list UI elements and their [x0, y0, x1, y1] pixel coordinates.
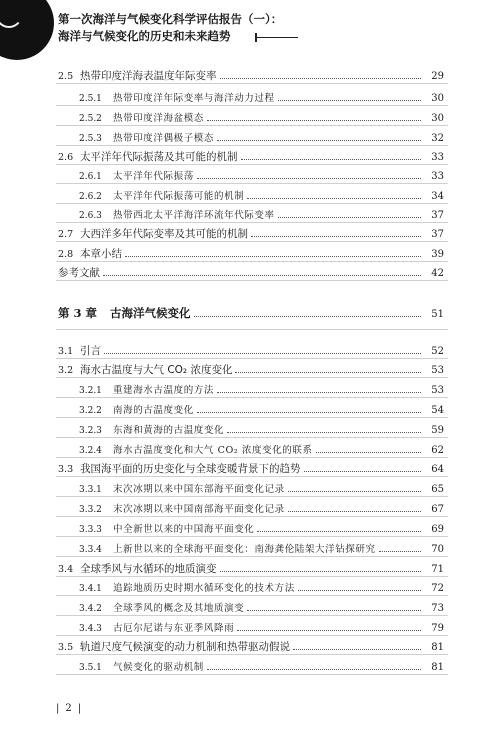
toc-entry-title: 南海的古温度变化: [113, 405, 194, 416]
toc-leader-dots: [257, 531, 421, 532]
toc-chapter[interactable]: [58, 305, 444, 321]
toc-page-number: 53: [431, 385, 444, 396]
toc-entry-title: 古厄尔尼诺与东亚季风降雨: [113, 623, 235, 634]
toc-entry[interactable]: [58, 246, 444, 261]
toc-leader-dots: [194, 316, 422, 317]
toc-entry-title: 全球季风与水循环的地质演变: [80, 563, 217, 575]
toc-entry-number: 3.3.1: [79, 485, 102, 495]
toc-separator: [56, 457, 448, 458]
toc-entry[interactable]: [79, 580, 444, 594]
toc-page-number: 37: [431, 210, 444, 221]
toc-separator: [56, 125, 448, 126]
toc-entry-number: 3.2.4: [79, 446, 102, 456]
toc-entry-number: 3.5: [58, 642, 74, 653]
toc-entry[interactable]: [79, 130, 444, 144]
toc-entry[interactable]: [58, 149, 444, 164]
toc-entry-title: 热带西北太平洋海洋环流年代际变率: [113, 210, 275, 221]
toc-entry-title: 中全新世以来的中国海平面变化: [113, 524, 255, 535]
toc-page-number: 54: [431, 405, 444, 416]
toc-separator: [56, 674, 448, 675]
toc-separator: [56, 105, 448, 106]
logo-ring-icon: [0, 0, 24, 28]
toc-page-number: 30: [431, 93, 444, 104]
toc-leader-dots: [379, 551, 421, 552]
toc-separator: [56, 556, 448, 557]
toc-page-number: 81: [431, 642, 444, 653]
toc-entry-title: 热带印度洋偶极子模态: [113, 133, 215, 144]
toc-separator: [56, 280, 448, 281]
toc-separator: [56, 261, 448, 262]
toc-leader-dots: [278, 217, 421, 218]
toc-page-number: 37: [431, 229, 444, 240]
toc-entry-title: 海水古温度与大气 CO₂ 浓度变化: [80, 364, 233, 376]
footer-bracket-right: |: [77, 703, 82, 714]
toc-separator: [56, 329, 448, 330]
toc-entry-title: 热带印度洋海表温度年际变率: [80, 70, 217, 82]
toc-entry[interactable]: [79, 521, 444, 535]
toc-leader-dots: [288, 491, 421, 492]
toc-separator: [56, 516, 448, 517]
toc-entry[interactable]: [79, 659, 444, 673]
page-number: 2: [65, 703, 72, 714]
toc-leader-dots: [197, 178, 421, 179]
toc-page-number: 29: [431, 71, 444, 82]
toc-entry-title: 轨道尺度气候演变的动力机制和热带驱动假说: [80, 641, 290, 653]
toc-leader-dots: [247, 610, 421, 611]
toc-entry[interactable]: [79, 600, 444, 614]
toc-leader-dots: [103, 275, 421, 276]
toc-leader-dots: [235, 372, 421, 373]
toc-page-number: 34: [431, 191, 444, 202]
toc-entry-title: 气候变化的驱动机制: [113, 662, 204, 673]
toc-entry-title: 太平洋年代际振荡: [113, 171, 194, 182]
toc-entry-title: 末次冰期以来中国南部海平面变化记录: [113, 504, 285, 515]
toc-separator: [56, 635, 448, 636]
toc-separator: [56, 437, 448, 438]
toc-entry-number: 3.4.2: [79, 604, 102, 614]
toc-page-number: 67: [431, 504, 444, 515]
toc-entry[interactable]: [79, 90, 444, 104]
toc-leader-dots: [304, 471, 422, 472]
toc-entry-number: 3.4.1: [79, 584, 102, 594]
toc-leader-dots: [104, 353, 421, 354]
toc-page-number: 71: [431, 564, 444, 575]
toc-entry-number: 3.1: [58, 346, 74, 357]
toc-leader-dots: [241, 159, 422, 160]
toc-page-number: 42: [431, 268, 444, 279]
toc-page-number: 79: [431, 623, 444, 634]
toc-entry[interactable]: [79, 110, 444, 124]
report-logo: [0, 0, 54, 60]
toc-separator: [56, 476, 448, 477]
footer-bracket-left: |: [56, 703, 60, 714]
toc-separator: [56, 358, 448, 359]
toc-leader-dots: [207, 120, 421, 121]
toc-separator: [56, 183, 448, 184]
toc-leader-dots: [125, 256, 421, 257]
toc-entry[interactable]: [79, 422, 444, 436]
running-header: [0, 0, 500, 64]
toc-leader-dots: [207, 669, 421, 670]
toc-leader-dots: [247, 198, 421, 199]
toc-separator: [56, 164, 448, 165]
toc-entry-number: 3.3.4: [79, 545, 102, 555]
toc-entry-number: 3.2.1: [79, 386, 102, 396]
toc-separator: [56, 377, 448, 378]
toc-entry-title: 太平洋年代际振荡及其可能的机制: [80, 151, 238, 163]
toc-page-number: 65: [431, 484, 444, 495]
toc-entry-number: 3.2: [58, 365, 74, 376]
toc-leader-dots: [298, 590, 421, 591]
toc-entry-number: 2.6.3: [79, 211, 102, 221]
toc-leader-dots: [217, 392, 421, 393]
toc-page-number: 51: [431, 309, 444, 320]
page-footer: [56, 703, 81, 714]
toc-entry-number: 2.5.2: [79, 114, 102, 124]
toc-page-number: 52: [431, 346, 444, 357]
toc-entry-number: 2.5.3: [79, 134, 102, 144]
toc-entry-title: 大西洋多年代际变率及其可能的机制: [80, 228, 248, 240]
toc-page-number: 81: [431, 662, 444, 673]
toc-entry-number: 2.5: [58, 71, 74, 82]
toc-entry-title: 参考文献: [58, 267, 100, 279]
toc-page-number: 73: [431, 603, 444, 614]
toc-entry[interactable]: [58, 561, 444, 576]
toc-page-number: 30: [431, 113, 444, 124]
toc-entry-title: 末次冰期以来中国东部海平面变化记录: [113, 484, 285, 495]
toc-entry-number: 3.3.2: [79, 505, 102, 515]
header-series-title: 第一次海洋与气候变化科学评估报告（一）：: [58, 12, 283, 26]
toc-leader-dots: [237, 630, 421, 631]
toc-entry-title: 太平洋年代际振荡可能的机制: [113, 191, 245, 202]
header-rule: [256, 37, 298, 38]
toc-separator: [56, 615, 448, 616]
toc-entry-number: 2.6.1: [79, 172, 102, 182]
toc-entry-title: 海水古温度变化和大气 CO₂ 浓度变化的联系: [113, 445, 313, 456]
toc-separator: [56, 417, 448, 418]
toc-entry[interactable]: [58, 362, 444, 377]
toc-entry-title: 全球季风的概念及其地质演变: [113, 603, 245, 614]
toc-entry-number: 3.3.3: [79, 525, 102, 535]
toc-page-number: 33: [431, 171, 444, 182]
toc-leader-dots: [278, 100, 421, 101]
toc-entry-number: 2.6: [58, 152, 74, 163]
toc-entry[interactable]: [58, 639, 444, 654]
toc-entry[interactable]: [79, 501, 444, 515]
toc-leader-dots: [316, 452, 421, 453]
toc-page-number: 69: [431, 524, 444, 535]
toc-page-number: 33: [431, 152, 444, 163]
toc-leader-dots: [288, 511, 421, 512]
toc-entry-title: 重建海水古温度的方法: [113, 385, 215, 396]
toc-entry[interactable]: [79, 207, 444, 221]
toc-entry-title: 本章小结: [80, 248, 122, 260]
toc-separator: [56, 496, 448, 497]
toc-leader-dots: [197, 412, 421, 413]
toc-entry-number: 3.5.1: [79, 663, 102, 673]
toc-entry-title: 东海和黄海的古温度变化: [113, 425, 225, 436]
toc-entry[interactable]: [79, 481, 444, 495]
toc-separator: [56, 241, 448, 242]
toc-entry-title: 我国海平面的历史变化与全球变暖背景下的趋势: [80, 463, 301, 475]
toc-separator: [56, 83, 448, 84]
toc-entry[interactable]: [58, 68, 444, 83]
toc-page-number: 62: [431, 445, 444, 456]
toc-separator: [56, 145, 448, 146]
toc-page-number: 53: [431, 365, 444, 376]
toc-entry-title: 引言: [80, 345, 101, 357]
toc-separator: [56, 203, 448, 204]
toc-entry-number: 第 3 章: [58, 306, 98, 320]
toc-entry[interactable]: [79, 382, 444, 396]
toc-page-number: 39: [431, 249, 444, 260]
toc-entry-number: 3.4: [58, 564, 74, 575]
toc-leader-dots: [227, 432, 421, 433]
toc-entry-number: 2.6.2: [79, 192, 102, 202]
toc-entry-title: 热带印度洋年际变率与海洋动力过程: [113, 93, 275, 104]
toc-entry-title: 上新世以来的全球海平面变化：南海龚伦陆架大洋钻探研究: [113, 544, 376, 555]
toc-entry-title: 追踪地质历史时期水循环变化的技术方法: [113, 583, 295, 594]
toc-entry[interactable]: [58, 226, 444, 241]
toc-entry-number: 3.2.2: [79, 406, 102, 416]
toc-entry-number: 2.5.1: [79, 94, 102, 104]
toc-entry[interactable]: [58, 461, 444, 476]
toc-entry[interactable]: [79, 541, 444, 555]
toc-entry[interactable]: [58, 265, 444, 280]
toc-entry-title: 古海洋气候变化: [110, 306, 191, 320]
toc-page-number: 72: [431, 583, 444, 594]
toc-separator: [56, 222, 448, 223]
header-book-title: 海洋与气候变化的历史和未来趋势: [58, 29, 231, 43]
toc-leader-dots: [251, 236, 421, 237]
toc-entry-title: 热带印度洋海盆模态: [113, 113, 204, 124]
toc-entry-number: 3.2.3: [79, 426, 102, 436]
toc-entry-number: 3.3: [58, 464, 74, 475]
toc-page-number: 70: [431, 544, 444, 555]
toc-separator: [56, 654, 448, 655]
toc-entry[interactable]: [79, 442, 444, 456]
toc-entry[interactable]: [79, 168, 444, 182]
toc-page-number: 64: [431, 464, 444, 475]
toc-page-number: 59: [431, 425, 444, 436]
toc-entry[interactable]: [79, 188, 444, 202]
toc-entry[interactable]: [79, 620, 444, 634]
toc-separator: [56, 397, 448, 398]
toc-entry-number: 3.4.3: [79, 624, 102, 634]
toc-separator: [56, 536, 448, 537]
toc-entry-number: 2.8: [58, 249, 74, 260]
toc-leader-dots: [220, 78, 422, 79]
toc-separator: [56, 595, 448, 596]
toc-entry[interactable]: [58, 343, 444, 358]
toc-entry[interactable]: [79, 402, 444, 416]
toc-leader-dots: [220, 571, 422, 572]
toc-entry-number: 2.7: [58, 229, 74, 240]
toc-leader-dots: [293, 649, 421, 650]
toc-leader-dots: [217, 140, 421, 141]
toc-page-number: 32: [431, 133, 444, 144]
toc-separator: [56, 576, 448, 577]
